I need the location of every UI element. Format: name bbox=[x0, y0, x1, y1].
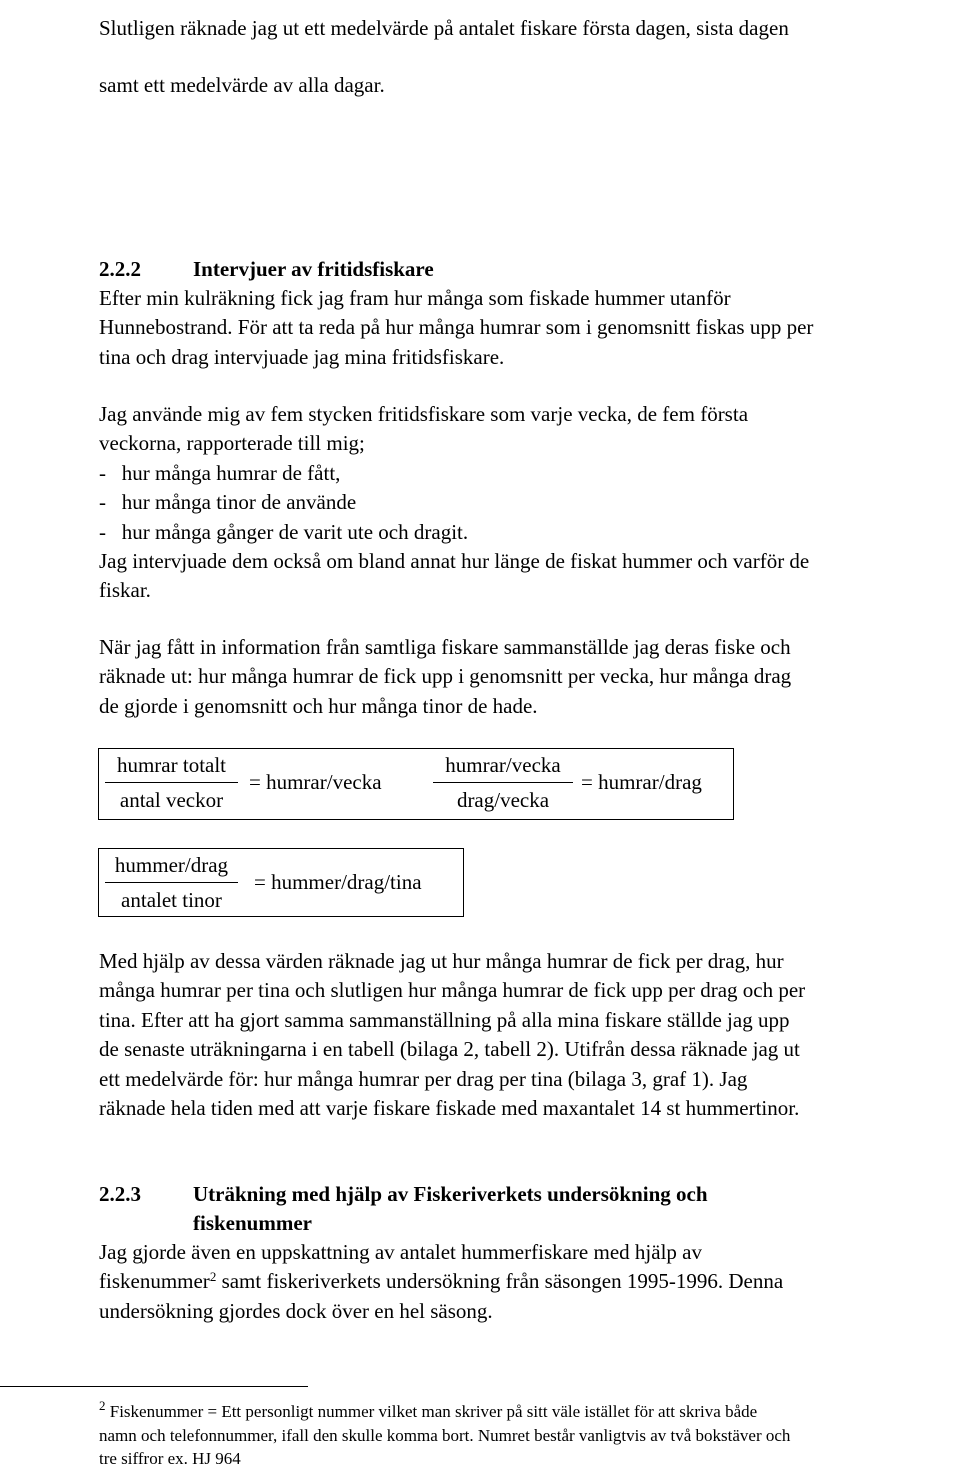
text-line: undersökning gjordes dock över en hel säsong. bbox=[99, 1298, 493, 1323]
paragraph-kulrakning bbox=[99, 284, 813, 372]
text-line bbox=[99, 1267, 783, 1296]
text-line: fiskar. bbox=[99, 578, 151, 603]
list-item: - hur många tinor de använde bbox=[99, 490, 357, 515]
text-line: Med hjälp av dessa värden räknade jag ut hur många humrar de fick per drag, hur bbox=[99, 949, 784, 973]
formula-box-hummer bbox=[98, 848, 464, 917]
fraction-denominator: drag/vecka bbox=[456, 788, 550, 812]
footnote bbox=[99, 1400, 959, 1471]
fraction-bar bbox=[433, 782, 573, 783]
list-item: - hur många humrar de fått, bbox=[99, 460, 341, 485]
intro-paragraph bbox=[99, 0, 789, 114]
formula-box-humrar bbox=[98, 748, 734, 820]
intro-line: Slutligen räknade jag ut ett medelvärde på antalet fiskare första dagen, sista dagen bbox=[99, 16, 789, 40]
fraction-numerator: humrar totalt bbox=[116, 753, 227, 777]
section-title: Uträkning med hjälp av Fiskeriverkets undersökning och bbox=[193, 1182, 708, 1206]
text-line: de senaste uträkningarna i en tabell (bilaga 2, tabell 2). Utifrån dessa räknade jag ut bbox=[99, 1037, 800, 1062]
fraction-humrar-vecka bbox=[433, 752, 573, 813]
text-line: många humrar per tina och slutligen hur många humrar de fick upp per drag och per bbox=[99, 978, 806, 1003]
list-item: - hur många gånger de varit ute och dragit. bbox=[99, 519, 469, 544]
fraction-bar bbox=[105, 782, 238, 783]
fraction-bar bbox=[105, 882, 238, 883]
paragraph-varden bbox=[99, 947, 805, 1123]
paragraph-fiskenummer bbox=[99, 1238, 783, 1326]
text-line: Jag gjorde även en uppskattning av antalet hummerfiskare med hjälp av bbox=[99, 1240, 702, 1264]
text-fragment: samt fiskeriverkets undersökning från säsongen 1995-1996. Denna bbox=[216, 1269, 784, 1294]
fraction-denominator: antalet tinor bbox=[121, 888, 222, 912]
paragraph-fritidsfiskare bbox=[99, 400, 809, 606]
formula-result: = humrar/drag bbox=[581, 770, 702, 794]
formula-result: = hummer/drag/tina bbox=[254, 870, 422, 894]
fraction-denominator: antal veckor bbox=[119, 788, 224, 812]
footnote-reference[interactable]: 2 bbox=[209, 1269, 217, 1285]
text-line: räknade hela tiden med att varje fiskare fiskade med maxantalet 14 st hummertinor. bbox=[99, 1096, 800, 1121]
section-heading-2-2-2 bbox=[99, 255, 434, 284]
fraction-numerator: hummer/drag bbox=[114, 853, 229, 877]
text-line: de gjorde i genomsnitt och hur många tinor de hade. bbox=[99, 693, 538, 718]
text-line: tina och drag intervjuade jag mina fritidsfiskare. bbox=[99, 344, 505, 369]
intro-line: samt ett medelvärde av alla dagar. bbox=[99, 73, 385, 97]
section-number: 2.2.3 bbox=[99, 1182, 141, 1206]
footnote-text: Fiskenummer = Ett personligt nummer vilket man skriver på sitt väle istället för att skriva både bbox=[105, 1402, 758, 1421]
formula-result: = humrar/vecka bbox=[249, 770, 382, 794]
section-title: Intervjuer av fritidsfiskare bbox=[193, 257, 434, 281]
text-line: Efter min kulräkning fick jag fram hur många som fiskade hummer utanför bbox=[99, 286, 731, 310]
footnote-line: tre siffror ex. HJ 964 bbox=[99, 1449, 241, 1468]
text-line: räknade ut: hur många humrar de fick upp i genomsnitt per vecka, hur många drag bbox=[99, 664, 792, 689]
text-line: veckorna, rapporterade till mig; bbox=[99, 431, 365, 456]
text-line: När jag fått in information från samtliga fiskare sammanställde jag deras fiske och bbox=[99, 635, 791, 659]
section-number: 2.2.2 bbox=[99, 257, 141, 281]
fraction-hummer-drag bbox=[105, 852, 238, 913]
footnote-separator bbox=[0, 1386, 308, 1387]
fraction-numerator: humrar/vecka bbox=[445, 753, 561, 777]
footnote-marker: 2 bbox=[99, 1398, 106, 1413]
section-heading-2-2-3 bbox=[99, 1180, 708, 1239]
text-line: tina. Efter att ha gjort samma sammanställning på alla mina fiskare ställde jag upp bbox=[99, 1007, 790, 1032]
text-line: Jag använde mig av fem stycken fritidsfiskare som varje vecka, de fem första bbox=[99, 402, 749, 426]
text-line: ett medelvärde för: hur många humrar per drag per tina (bilaga 3, graf 1). Jag bbox=[99, 1066, 748, 1091]
text-fragment: fiskenummer bbox=[99, 1269, 210, 1294]
section-title: fiskenummer bbox=[193, 1211, 312, 1236]
text-line: Hunnebostrand. För att ta reda på hur många humrar som i genomsnitt fiskas upp per bbox=[99, 315, 814, 340]
footnote-line bbox=[99, 1400, 959, 1424]
text-line: Jag intervjuade dem också om bland annat hur länge de fiskat hummer och varför de bbox=[99, 549, 810, 574]
footnote-line: namn och telefonnummer, ifall den skulle komma bort. Numret består vanligtvis av två bokstäver och bbox=[99, 1425, 791, 1445]
paragraph-sammanstallning bbox=[99, 633, 791, 721]
fraction-humrar-totalt bbox=[105, 752, 238, 813]
